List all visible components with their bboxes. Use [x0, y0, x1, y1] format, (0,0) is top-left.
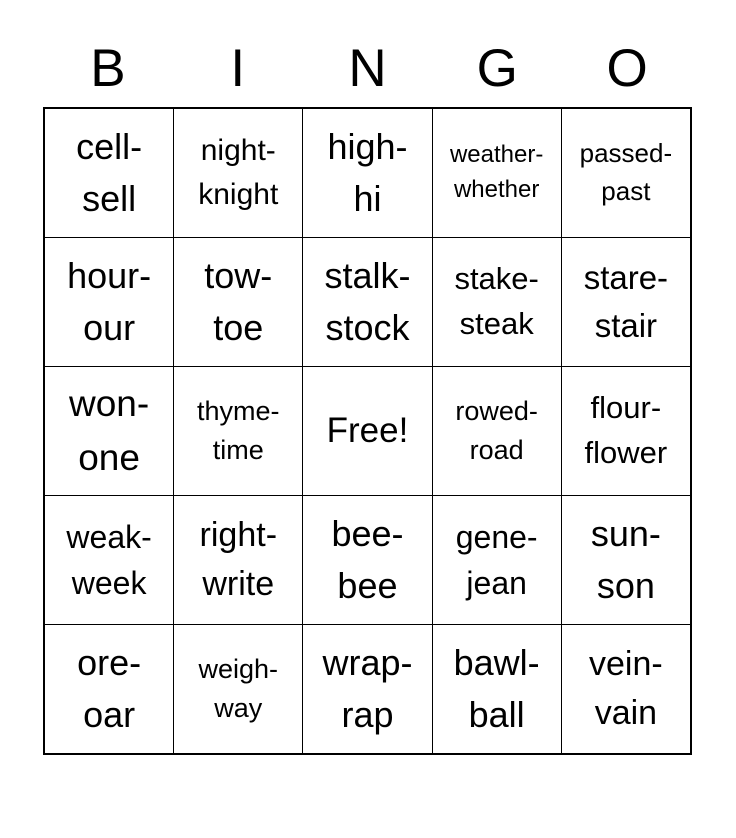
bingo-title [43, 38, 692, 100]
bingo-cell-r5c5[interactable] [561, 625, 691, 754]
bingo-cell-r4c5[interactable] [561, 496, 691, 625]
bingo-cell-r4c4[interactable] [432, 496, 561, 625]
cell-line: jean [466, 565, 527, 602]
cell-line: rap [341, 694, 394, 736]
grid-row-4 [44, 496, 691, 625]
title-letter-g: G [476, 39, 518, 98]
cell-line: stalk- [324, 254, 411, 296]
cell-line: night- [200, 134, 276, 168]
grid-row-5 [44, 625, 691, 754]
cell-line: right- [199, 515, 278, 554]
cell-line: wrap- [322, 641, 413, 683]
title-letter-o: O [606, 39, 648, 98]
cell-line: bawl- [453, 641, 540, 683]
cell-line: time [212, 434, 264, 465]
cell-line: hi [353, 177, 382, 219]
bingo-cell-r2c5[interactable] [561, 237, 691, 366]
bingo-cell-r1c1[interactable] [44, 108, 174, 237]
cell-line: gene- [455, 518, 538, 555]
bingo-cell-r2c1[interactable] [44, 237, 174, 366]
cell-line: weather- [449, 141, 544, 169]
cell-line: week [71, 565, 147, 602]
grid-row-2 [44, 237, 691, 366]
cell-line: toe [213, 306, 264, 348]
bingo-cell-r2c3[interactable] [303, 237, 432, 366]
free-space-cell[interactable] [303, 366, 432, 495]
cell-line: passed- [579, 138, 673, 169]
cell-line: flower [584, 434, 668, 470]
bingo-cell-r2c2[interactable] [174, 237, 303, 366]
bingo-cell-r5c2[interactable] [174, 625, 303, 754]
bingo-cell-r5c1[interactable] [44, 625, 174, 754]
grid-row-1 [44, 108, 691, 237]
free-space-label: Free! [326, 410, 409, 450]
bingo-cell-r1c2[interactable] [174, 108, 303, 237]
cell-line: stake- [454, 260, 539, 296]
cell-line: cell- [76, 125, 143, 167]
cell-line: bee [337, 565, 398, 607]
cell-line: way [214, 693, 263, 724]
cell-line: stock [325, 306, 410, 348]
cell-line: won- [68, 383, 150, 425]
cell-line: one [78, 436, 140, 478]
cell-line: bee- [331, 512, 404, 554]
cell-line: stair [594, 306, 658, 344]
cell-line: weak- [66, 518, 152, 555]
cell-line: flour- [590, 390, 662, 426]
title-letter-n: N [348, 39, 387, 98]
cell-line: steak [459, 305, 534, 341]
cell-line: sell [82, 177, 137, 219]
bingo-cell-r4c2[interactable] [174, 496, 303, 625]
bingo-cell-r4c3[interactable] [303, 496, 432, 625]
cell-line: whether [453, 175, 540, 203]
cell-line: tow- [204, 254, 273, 296]
cell-line: high- [327, 125, 408, 167]
bingo-grid [43, 107, 692, 755]
grid-row-3 [44, 366, 691, 495]
bingo-cell-r3c1[interactable] [44, 366, 174, 495]
cell-line: write [202, 565, 275, 604]
cell-line: stare- [583, 258, 669, 296]
bingo-cell-r1c5[interactable] [561, 108, 691, 237]
bingo-cell-r5c4[interactable] [432, 625, 561, 754]
cell-line: weigh- [198, 653, 279, 684]
cell-line: oar [83, 694, 136, 736]
cell-line: our [83, 306, 136, 348]
cell-line: knight [198, 177, 279, 211]
cell-line: son [596, 565, 655, 607]
cell-line: sun- [590, 512, 661, 554]
bingo-cell-r3c4[interactable] [432, 366, 561, 495]
cell-line: ore- [77, 641, 142, 683]
cell-line: road [469, 434, 524, 465]
bingo-cell-r2c4[interactable] [432, 237, 561, 366]
cell-line: vain [594, 694, 658, 733]
cell-line: thyme- [197, 395, 280, 426]
cell-line: vein- [589, 644, 663, 683]
bingo-cell-r5c3[interactable] [303, 625, 432, 754]
bingo-cell-r1c3[interactable] [303, 108, 432, 237]
bingo-card [0, 38, 736, 838]
bingo-cell-r1c4[interactable] [432, 108, 561, 237]
cell-line: past [601, 175, 651, 206]
title-letter-b: B [90, 39, 126, 98]
cell-line: hour- [67, 254, 152, 296]
bingo-cell-r4c1[interactable] [44, 496, 174, 625]
title-letter-i: I [230, 39, 246, 98]
bingo-cell-r3c5[interactable] [561, 366, 691, 495]
cell-line: ball [468, 694, 525, 736]
bingo-cell-r3c2[interactable] [174, 366, 303, 495]
cell-line: rowed- [455, 395, 538, 426]
